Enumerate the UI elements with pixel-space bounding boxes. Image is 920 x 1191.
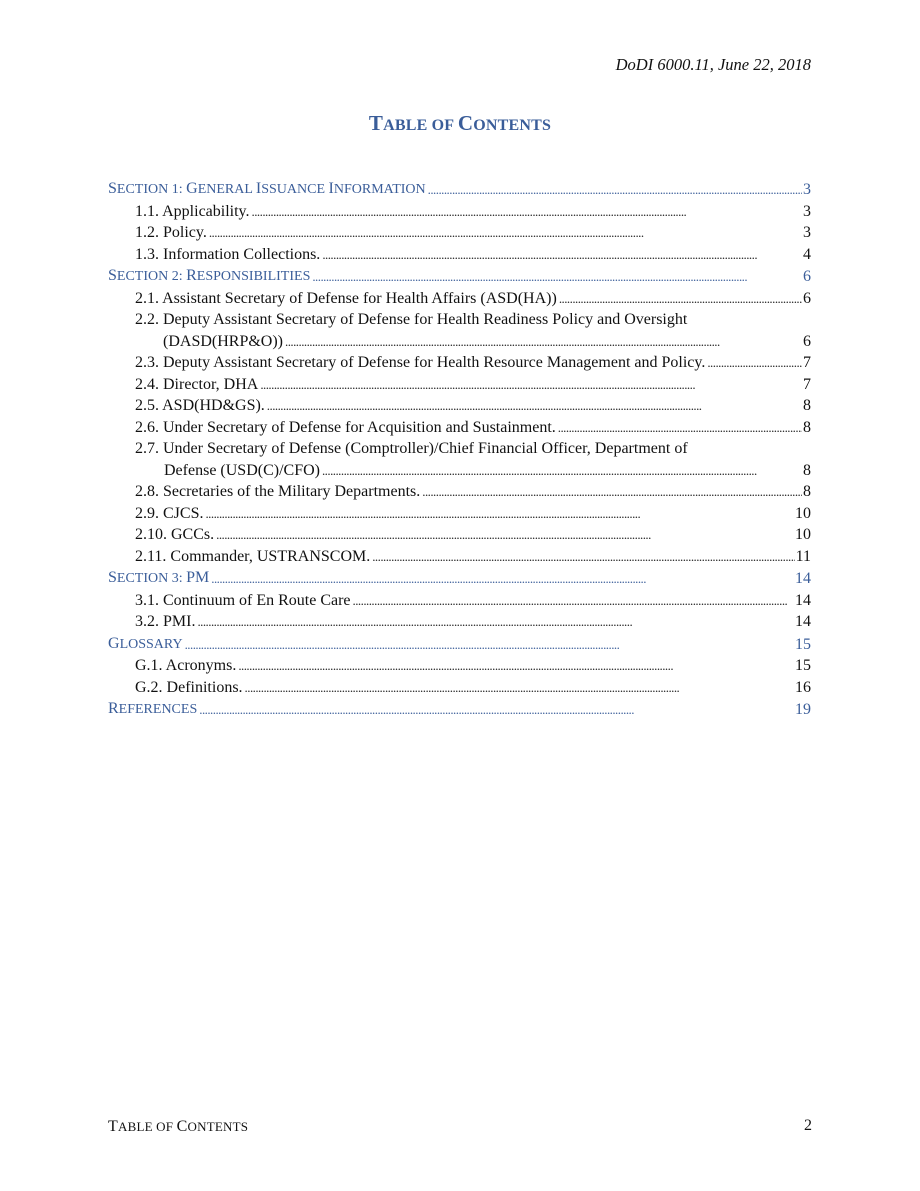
toc-page-number: 15 (795, 635, 811, 653)
dot-leader (205, 503, 794, 525)
toc-page-number: 19 (795, 701, 811, 718)
toc-page-number: 4 (803, 245, 811, 263)
page-title: TABLE OF CONTENTS (368, 111, 552, 135)
dot-leader (245, 677, 794, 699)
dot-leader (312, 266, 802, 288)
dot-leader (199, 699, 794, 721)
toc-section-1[interactable]: SECTION 1: GENERAL ISSUANCE INFORMATION . . . 3 (108, 178, 811, 201)
toc-entry-text: 2.7. Under Secretary of Defense (Comptroller)/Chief Financial Officer, Department of (135, 440, 688, 457)
dot-leader (252, 201, 802, 223)
toc-entry-3-1[interactable]: 3.1. Continuum of En Route Care . . . 14 (108, 590, 811, 612)
toc-page-number: 8 (803, 397, 811, 414)
dot-leader (285, 331, 802, 353)
toc-page-number: 14 (795, 591, 811, 609)
toc-entry-2-10[interactable]: 2.10. GCCs. . . . 10 (108, 524, 811, 546)
toc-page-number: 8 (803, 418, 811, 436)
toc-page-number: 6 (803, 289, 811, 307)
toc-page-number: 11 (795, 547, 811, 565)
toc-entry-2-11[interactable]: 2.11. Commander, USTRANSCOM. . . . 11 (108, 546, 811, 568)
toc-section-3[interactable]: SECTION 3: PM . . . 14 (108, 567, 811, 590)
toc-page-number: 14 (795, 570, 811, 587)
table-of-contents (108, 178, 811, 721)
toc-page-number: 3 (803, 181, 811, 198)
footer-page-number: 2 (804, 1117, 812, 1134)
dot-leader (211, 568, 794, 590)
toc-page-number: 3 (803, 224, 811, 241)
toc-entry-2-5[interactable]: 2.5. ASD(HD&GS). . . . 8 (108, 395, 811, 417)
toc-entry-2-9[interactable]: 2.9. CJCS. . . . 10 (108, 503, 811, 525)
dot-leader (216, 524, 794, 546)
dot-leader (372, 546, 794, 568)
toc-page-number: 6 (803, 332, 811, 350)
toc-entry-2-4[interactable]: 2.4. Director, DHA . . . 7 (108, 374, 811, 396)
toc-entry-g-1[interactable]: G.1. Acronyms. . . . 15 (108, 655, 811, 677)
dot-leader (558, 417, 802, 439)
dot-leader (707, 352, 802, 374)
toc-entry-text: 2.2. Deputy Assistant Secretary of Defense for Health Readiness Policy and Oversight (135, 311, 688, 328)
toc-entry-1-1[interactable]: 1.1. Applicability. . . . 3 (108, 201, 811, 223)
dot-leader (197, 611, 794, 633)
dot-leader (322, 460, 802, 482)
toc-page-number: 10 (795, 526, 811, 543)
toc-page-number: 3 (803, 202, 811, 220)
toc-entry-1-3[interactable]: 1.3. Information Collections. . . . 4 (108, 244, 811, 266)
toc-entry-2-3[interactable]: 2.3. Deputy Assistant Secretary of Defense for Health Resource Management and Policy. . . . 7 (108, 352, 811, 374)
toc-page-number: 14 (795, 613, 811, 630)
document-reference-header: DoDI 6000.11, June 22, 2018 (615, 55, 811, 74)
toc-entry-2-7[interactable]: 2.7. Under Secretary of Defense (Comptroller)/Chief Financial Officer, Department of Defense (USD(C)/CFO) . . . 8 (108, 438, 811, 481)
toc-entry-1-2[interactable]: 1.2. Policy. . . . 3 (108, 222, 811, 244)
toc-entry-2-2[interactable]: 2.2. Deputy Assistant Secretary of Defense for Health Readiness Policy and Oversight (DASD(HRP&O)) . . . 6 (108, 309, 811, 352)
toc-entry-2-8[interactable]: 2.8. Secretaries of the Military Departments. . . . 8 (108, 481, 811, 503)
dot-leader (209, 222, 802, 244)
dot-leader (260, 374, 802, 396)
toc-section-2[interactable]: SECTION 2: RESPONSIBILITIES . . . 6 (108, 265, 811, 288)
dot-leader (422, 481, 802, 503)
dot-leader (185, 634, 794, 656)
dot-leader (322, 244, 802, 266)
dot-leader (559, 288, 802, 310)
toc-page-number: 10 (795, 504, 811, 522)
toc-entry-3-2[interactable]: 3.2. PMI. . . . 14 (108, 611, 811, 633)
toc-page-number: 8 (803, 461, 811, 479)
dot-leader (353, 590, 794, 612)
toc-page-number: 15 (795, 657, 811, 674)
dot-leader (267, 395, 802, 417)
toc-page-number: 6 (803, 268, 811, 285)
toc-page-number: 7 (803, 375, 811, 393)
toc-page-number: 7 (803, 354, 811, 371)
toc-entry-2-6[interactable]: 2.6. Under Secretary of Defense for Acquisition and Sustainment. . . . 8 (108, 417, 811, 439)
toc-page-number: 8 (803, 483, 811, 500)
toc-page-number: 16 (795, 678, 811, 696)
toc-references[interactable]: REFERENCES . . . 19 (108, 698, 811, 721)
toc-entry-2-1[interactable]: 2.1. Assistant Secretary of Defense for Health Affairs (ASD(HA)) . . . 6 (108, 288, 811, 310)
dot-leader (428, 179, 802, 201)
dot-leader (238, 655, 794, 677)
footer-section-title: TABLE OF CONTENTS (108, 1118, 249, 1135)
toc-entry-g-2[interactable]: G.2. Definitions. . . . 16 (108, 677, 811, 699)
toc-glossary[interactable]: GLOSSARY . . . 15 (108, 633, 811, 656)
